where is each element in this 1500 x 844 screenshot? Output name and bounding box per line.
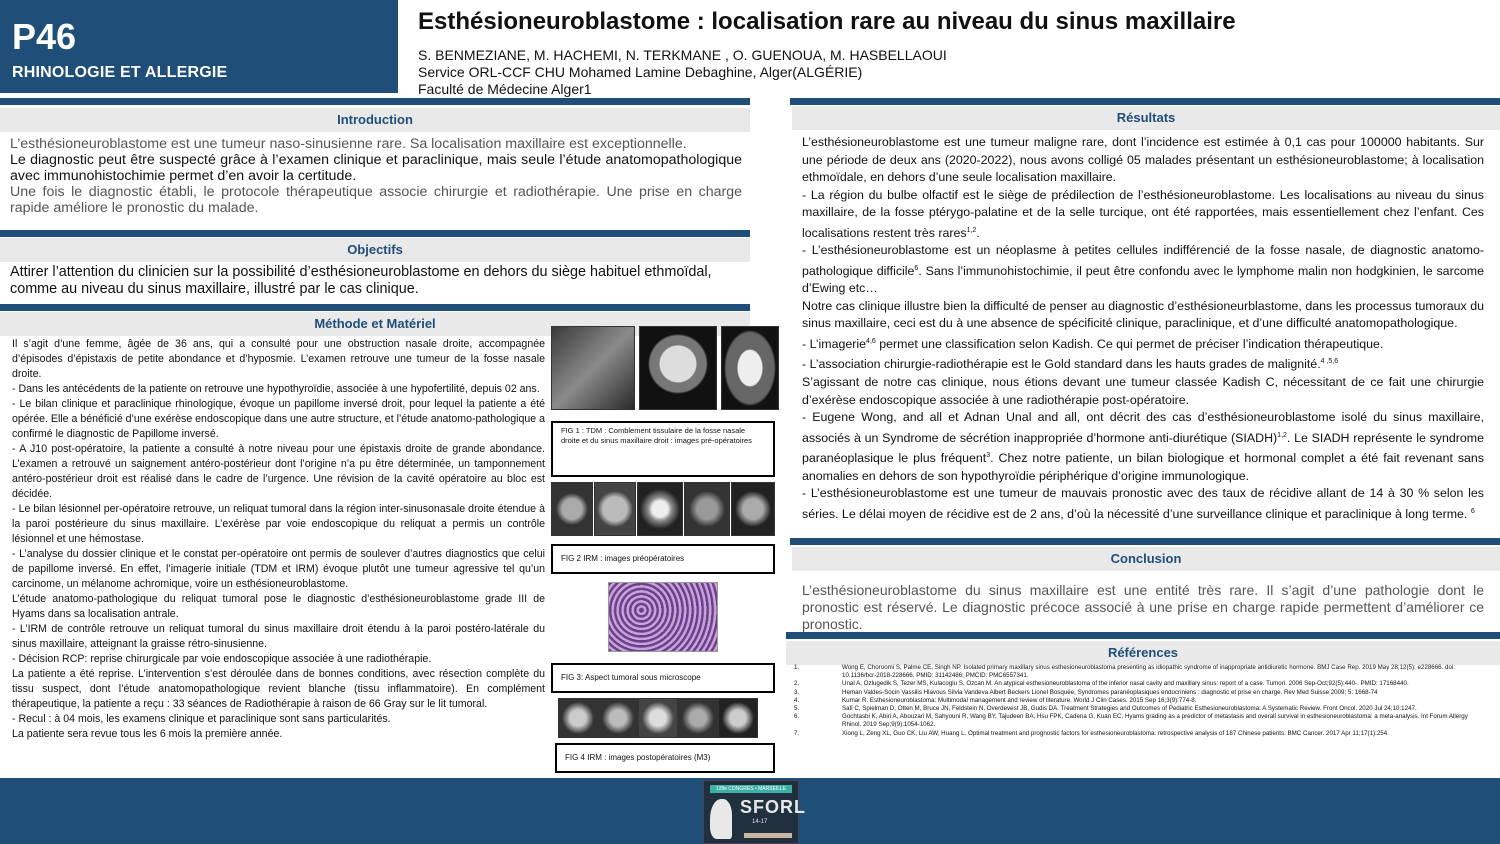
faculty: Faculté de Médecine Alger1 [418, 81, 592, 97]
ct-image-1 [551, 326, 635, 410]
reference-number: 7. [794, 729, 800, 737]
logo-dates: 14-17 [752, 819, 768, 825]
divider-bar [786, 632, 1500, 639]
methode-heading: Méthode et Matériel [0, 312, 750, 336]
mri-image-3 [637, 482, 683, 536]
resultats-p3: - L’esthésioneuroblastome est un néoplasme à petites cellules indifférencié de la fosse nasale, de diagnostic anatomo-pathologique difficile$^6$. Sans l’immunohistochimie, il peut être confondu avec le lymphome malin non hodgkinien, le sarcome d’Ewing etc… [802, 243, 1484, 296]
resultats-heading: Résultats [792, 106, 1500, 130]
mri-image-5 [731, 482, 775, 536]
logo-bottom-strip [744, 833, 792, 838]
resultats-p8: - Eugene Wong, and all et Adnan Unal and all, ont décrit des cas d’esthésioneuroblastome isolé du sinus maxillaire, associés à un Syndrome de sécrétion inappropriée d’hormone anti-diurétique (SIADH)$^{1,2}$. Le SIADH représente le syndrome paranéoplasique le plus fréquent$^3$. Chez notre patiente, un bilan biologique et hormonal complet a été fait revenant sans anomalies en dehors de son hypothyroïdie périphérique d’origine immunologique. [802, 410, 1484, 483]
mri-image-2 [594, 482, 636, 536]
postop-mri-2 [598, 698, 638, 738]
logo-banner: 128e CONGRÈS • MARSEILLE [710, 785, 792, 793]
poster-category: RHINOLOGIE ET ALLERGIE [12, 64, 228, 81]
references-list [786, 664, 1486, 738]
ct-image-2 [639, 326, 717, 410]
methode-paragraph: - Le bilan clinique et paraclinique rhinologique, évoque un papillome inversé droit, pour lequel la patiente a été opérée. Elle a bénéficié d’une exérèse endoscopique dans une autre structure, et l’étude anatomo-pathologique a confirmé le diagnostic de Papillome inversé. [12, 398, 546, 440]
conclusion-heading: Conclusion [792, 547, 1500, 571]
figure-1-caption: FIG 1 : TDM : Comblement tissulaire de la fosse nasale droite et du sinus maxillaire droit : images pré-opératoires [551, 421, 775, 477]
logo-name: SFORL [740, 797, 806, 817]
reference-number: 5. [794, 705, 800, 713]
introduction-p1: L’esthésioneuroblastome est une tumeur naso-sinusienne rare. Sa localisation maxillaire est exceptionnelle. [10, 136, 687, 152]
reference-item [786, 705, 1486, 713]
divider-bar [0, 304, 750, 311]
reference-item [786, 664, 1486, 680]
methode-text [12, 337, 545, 742]
divider-bar [790, 98, 1500, 105]
sforl-logo [703, 780, 806, 844]
objectifs-heading: Objectifs [0, 238, 750, 262]
authors-block [418, 47, 947, 98]
references-heading: Références [786, 641, 1500, 665]
objectifs-text: Attirer l’attention du clinicien sur la possibilité d’esthésioneuroblastome en dehors du siège habituel ethmoïdal, comme au niveau du sinus maxillaire, illustré par le cas clinique. [10, 264, 712, 297]
resultats-p6: - L’association chirurgie-radiothérapie est le Gold standard dans les hauts grades de malignité.$^{4 ,5,6}$ [802, 357, 1339, 372]
reference-number: 6. [794, 713, 800, 721]
methode-paragraph: - Recul : à 04 mois, les examens clinique et paraclinique sont sans particularités. [12, 713, 391, 725]
figure-4-caption: FIG 4 IRM : images postopératoires (M3) [555, 743, 775, 773]
resultats-p1: L’esthésioneuroblastome est une tumeur maligne rare, dont l’incidence est estimée à 0,1 cas pour 100000 habitants. Sur une période de deux ans (2020-2022), nous avons colligé 05 malades présentant un esthésioneuroblastome; à localisation ethmoïdale, en dehors d’une seule localisation maxillaire. [802, 135, 1484, 184]
methode-paragraph: - A J10 post-opératoire, la patiente a consulté à notre niveau pour une épistaxis droite de grande abondance. L’examen a retrouvé un saignement antéro-postérieur dont l’origine n’a pu être déterminée, un tamponnement antéro-postérieur droit est réalisé dans le cadre de l’urgence. Une révision de la cavité opératoire au bloc est décidée. [12, 443, 545, 500]
reference-text: Kumar R. Esthesioneuroblastoma: Multimodal management and review of literature. World J Clin Cases. 2015 Sep 16;3(9):774-8. [842, 696, 1197, 704]
reference-number: 1. [794, 664, 800, 671]
postop-mri-1 [558, 698, 598, 738]
resultats-p5: - L’imagerie$^{4,6}$ permet une classification selon Kadish. Ce qui permet de préciser l’indication thérapeutique. [802, 336, 1384, 351]
postop-mri-4 [678, 698, 718, 738]
methode-paragraph: - Dans les antécédents de la patiente on retrouve une hypothyroïdie, associée à une hypofertilité, depuis 02 ans. [12, 383, 540, 395]
postop-mri-3 [638, 698, 678, 738]
reference-item [786, 689, 1486, 697]
poster-title: Esthésioneuroblastome : localisation rare au niveau du sinus maxillaire [418, 8, 1236, 35]
methode-paragraph: - Le bilan lésionnel per-opératoire retrouve, un reliquat tumoral dans la région inter-sinusonasale droite étendue à la paroi postérieure du sinus maxillaire. L’exérèse par voie endoscopique du reliquat a permis un contrôle lésionnel et une hémostase. [12, 503, 545, 545]
reference-text: Xiong L, Zeng XL, Guo CK, Liu AW, Huang L. Optimal treatment and prognostic factors for esthesioneuroblastoma: retrospective analysis of 187 Chinese patients. BMC Cancer. 2017 Apr 11;17(1):254. [842, 729, 1389, 737]
conclusion-text: L’esthésioneuroblastome du sinus maxillaire est une entité très rare. Il s’agit d’une pathologie dont le pronostic est réservé. Le diagnostic précoce associé à une prise en charge rapide permettent d’améliorer ce pronostic. [802, 582, 1484, 632]
methode-paragraph: La patiente a été reprise. L’intervention s’est déroulée dans de bonnes conditions, avec résection complète du tissu suspect, dont l’étude anatomopathologique revient blanche (tissu inflammatoire). En complément thérapeutique, la patiente a reçu : 33 séances de Radiothérapie à raison de 66 Gray sur le lit tumoral. [12, 668, 545, 710]
reference-item [786, 713, 1486, 729]
introduction-text [10, 136, 742, 216]
methode-paragraph: - Décision RCP: reprise chirurgicale par voie endoscopique associée à une radiothérapie. [12, 653, 432, 665]
histology-image [608, 582, 718, 652]
methode-paragraph: - L’analyse du dossier clinique et le constat per-opératoire ont permis de soulever d’autres diagnostics que celui de papillome inversé. En effet, l’imagerie initiale (TDM et IRM) évoque plutôt une tumeur agressive tel qu’un carcinome, un mélanome achromique, voire un esthésioneuroblastome. [12, 548, 545, 590]
ct-image-3 [721, 326, 779, 410]
divider-bar [0, 230, 750, 237]
authors: S. BENMEZIANE, M. HACHEMI, N. TERKMANE , O. GUENOUA, M. HASBELLAOUI [418, 47, 947, 63]
divider-bar [790, 538, 1500, 545]
reference-item [786, 730, 1486, 738]
reference-number: 2. [794, 680, 800, 688]
logo-face-icon [710, 799, 732, 839]
postop-mri-5 [718, 698, 758, 738]
reference-text: Unal A, Ozlugedik S, Tezer MS, Kulacoglu S, Ozcan M. An atypical esthesioneuroblastoma of the inferior nasal cavity and maxillary sinus: report of a case. Tumori. 2006 Sep-Oct;92(5):440-. PMID: 17168440. [842, 680, 1409, 688]
reference-item [786, 697, 1486, 705]
reference-item [786, 680, 1486, 688]
methode-paragraph: - L’IRM de contrôle retrouve un reliquat tumoral du sinus maxillaire droit étendu à la paroi postéro-latérale du sinus maxillaire, atteignant la graisse rétro-sinusienne. [12, 623, 545, 650]
resultats-p7: S’agissant de notre cas clinique, nous étions devant une tumeur classée Kadish C, nécessitant de ce fait une chirurgie d’exérèse endoscopique associée à une radiothérapie post-opératoire. [802, 375, 1484, 407]
resultats-text [802, 134, 1484, 523]
reference-text: Gochtasbi K, Abiri A, Abouzari M, Sahyouni R, Wang BY, Tajudeen BA, Hsu FPK, Cadena G, Kuan EC. Hyams grading as a predictor of metastasis and overall survival in esthesioneuroblastoma: a meta-analysis. Int Forum Allergy Rhinol. 2019 Sep;9(9):1054-1062. [842, 713, 1468, 729]
poster-header-block [0, 0, 398, 93]
resultats-p9: - L’esthésioneuroblastome est une tumeur de mauvais pronostic avec des taux de récidive allant de 14 à 30 % selon les séries. Le délai moyen de récidive est de 2 ans, d’où la nécessité d’une surveillance clinique et paraclinique à long terme. $^6$ [802, 486, 1484, 521]
poster-code: P46 [12, 16, 77, 57]
methode-paragraph: L’étude anatomo-pathologique du reliquat tumoral pose le diagnostic d’esthésioneuroblastome grade III de Hyams dans sa localisation antrale. [12, 593, 545, 620]
methode-paragraph: La patiente sera revue tous les 6 mois la première année. [12, 728, 283, 740]
mri-image-1 [551, 482, 593, 536]
introduction-heading: Introduction [0, 108, 750, 132]
introduction-p3: Une fois le diagnostic établi, le protocole thérapeutique associe chirurgie et radiothérapie. Une prise en charge rapide améliore le pronostic du malade. [10, 184, 742, 216]
resultats-p2: - La région du bulbe olfactif est le siège de prédilection de l’esthésioneuroblastome. Les localisations au niveau du sinus maxillaire, de la fosse ptérygo-palatine et de la selle turcique, ont été rapportées, mais essentiellement chez l’enfant. Ces localisations restent très rares$^{1,2}$. [802, 187, 1484, 240]
reference-number: 4. [794, 696, 800, 704]
methode-paragraph: Il s’agit d’une femme, âgée de 36 ans, qui a consulté pour une obstruction nasale droite, accompagnée d’épisodes d’épistaxis de petite abondance et d’hyposmie. L’examen retrouve une tumeur de la fosse nasale droite. [12, 338, 545, 380]
mri-image-4 [684, 482, 730, 536]
divider-bar [0, 98, 750, 105]
introduction-p2: Le diagnostic peut être suspecté grâce à l’examen clinique et paraclinique, mais seule l’étude anatomopathologique avec immunohistochimie permet d’en avoir la certitude. [10, 152, 742, 184]
reference-text: Heman Valdes-Socin Vassilis Hlavous Silvia Vandeva Albert Beckers Lionel Bosquée, Syndromes paranéoplasiques endocriniens : diagnostic et prise en charge. Rev Med Suisse 2009; 5: 1668-74 [842, 688, 1378, 696]
figure-3-caption: FIG 3: Aspect tumoral sous microscope [551, 663, 775, 693]
resultats-p4: Notre cas clinique illustre bien la difficulté de penser au diagnostic d’esthésioneurblastome, dans les processus tumoraux du sinus maxillaire, ceci est du à une absence de spécificité clinique, paraclinique, et d’une difficulté anatomopathologique. [802, 298, 1484, 331]
reference-text: Wong E, Choroomi S, Palme CE, Singh NP. Isolated primary maxillary sinus esthesioneuroblastoma presenting as idiopathic syndrome of inappropriate antidiuretic hormone. BMJ Case Rep. 2019 May 28;12(5): e228666. doi: 10.1136/bcr-2018-228666. PMID: 31142486; PMCID: PMC6557341. [842, 664, 1455, 680]
service: Service ORL-CCF CHU Mohamed Lamine Debaghine, Alger(ALGÉRIE) [418, 64, 863, 80]
reference-text: Safi C, Spielman D, Otten M, Bruce JN, Feldstein N, Overdevest JB, Gudis DA. Treatment Strategies and Outcomes of Pediatric Esthesioneuroblastoma: A Systematic Review. Front Oncol. 2020 Jul 24;10:1247. [842, 705, 1417, 713]
reference-number: 3. [794, 688, 800, 696]
figure-2-caption: FIG 2 IRM : images préopératoires [551, 544, 775, 574]
